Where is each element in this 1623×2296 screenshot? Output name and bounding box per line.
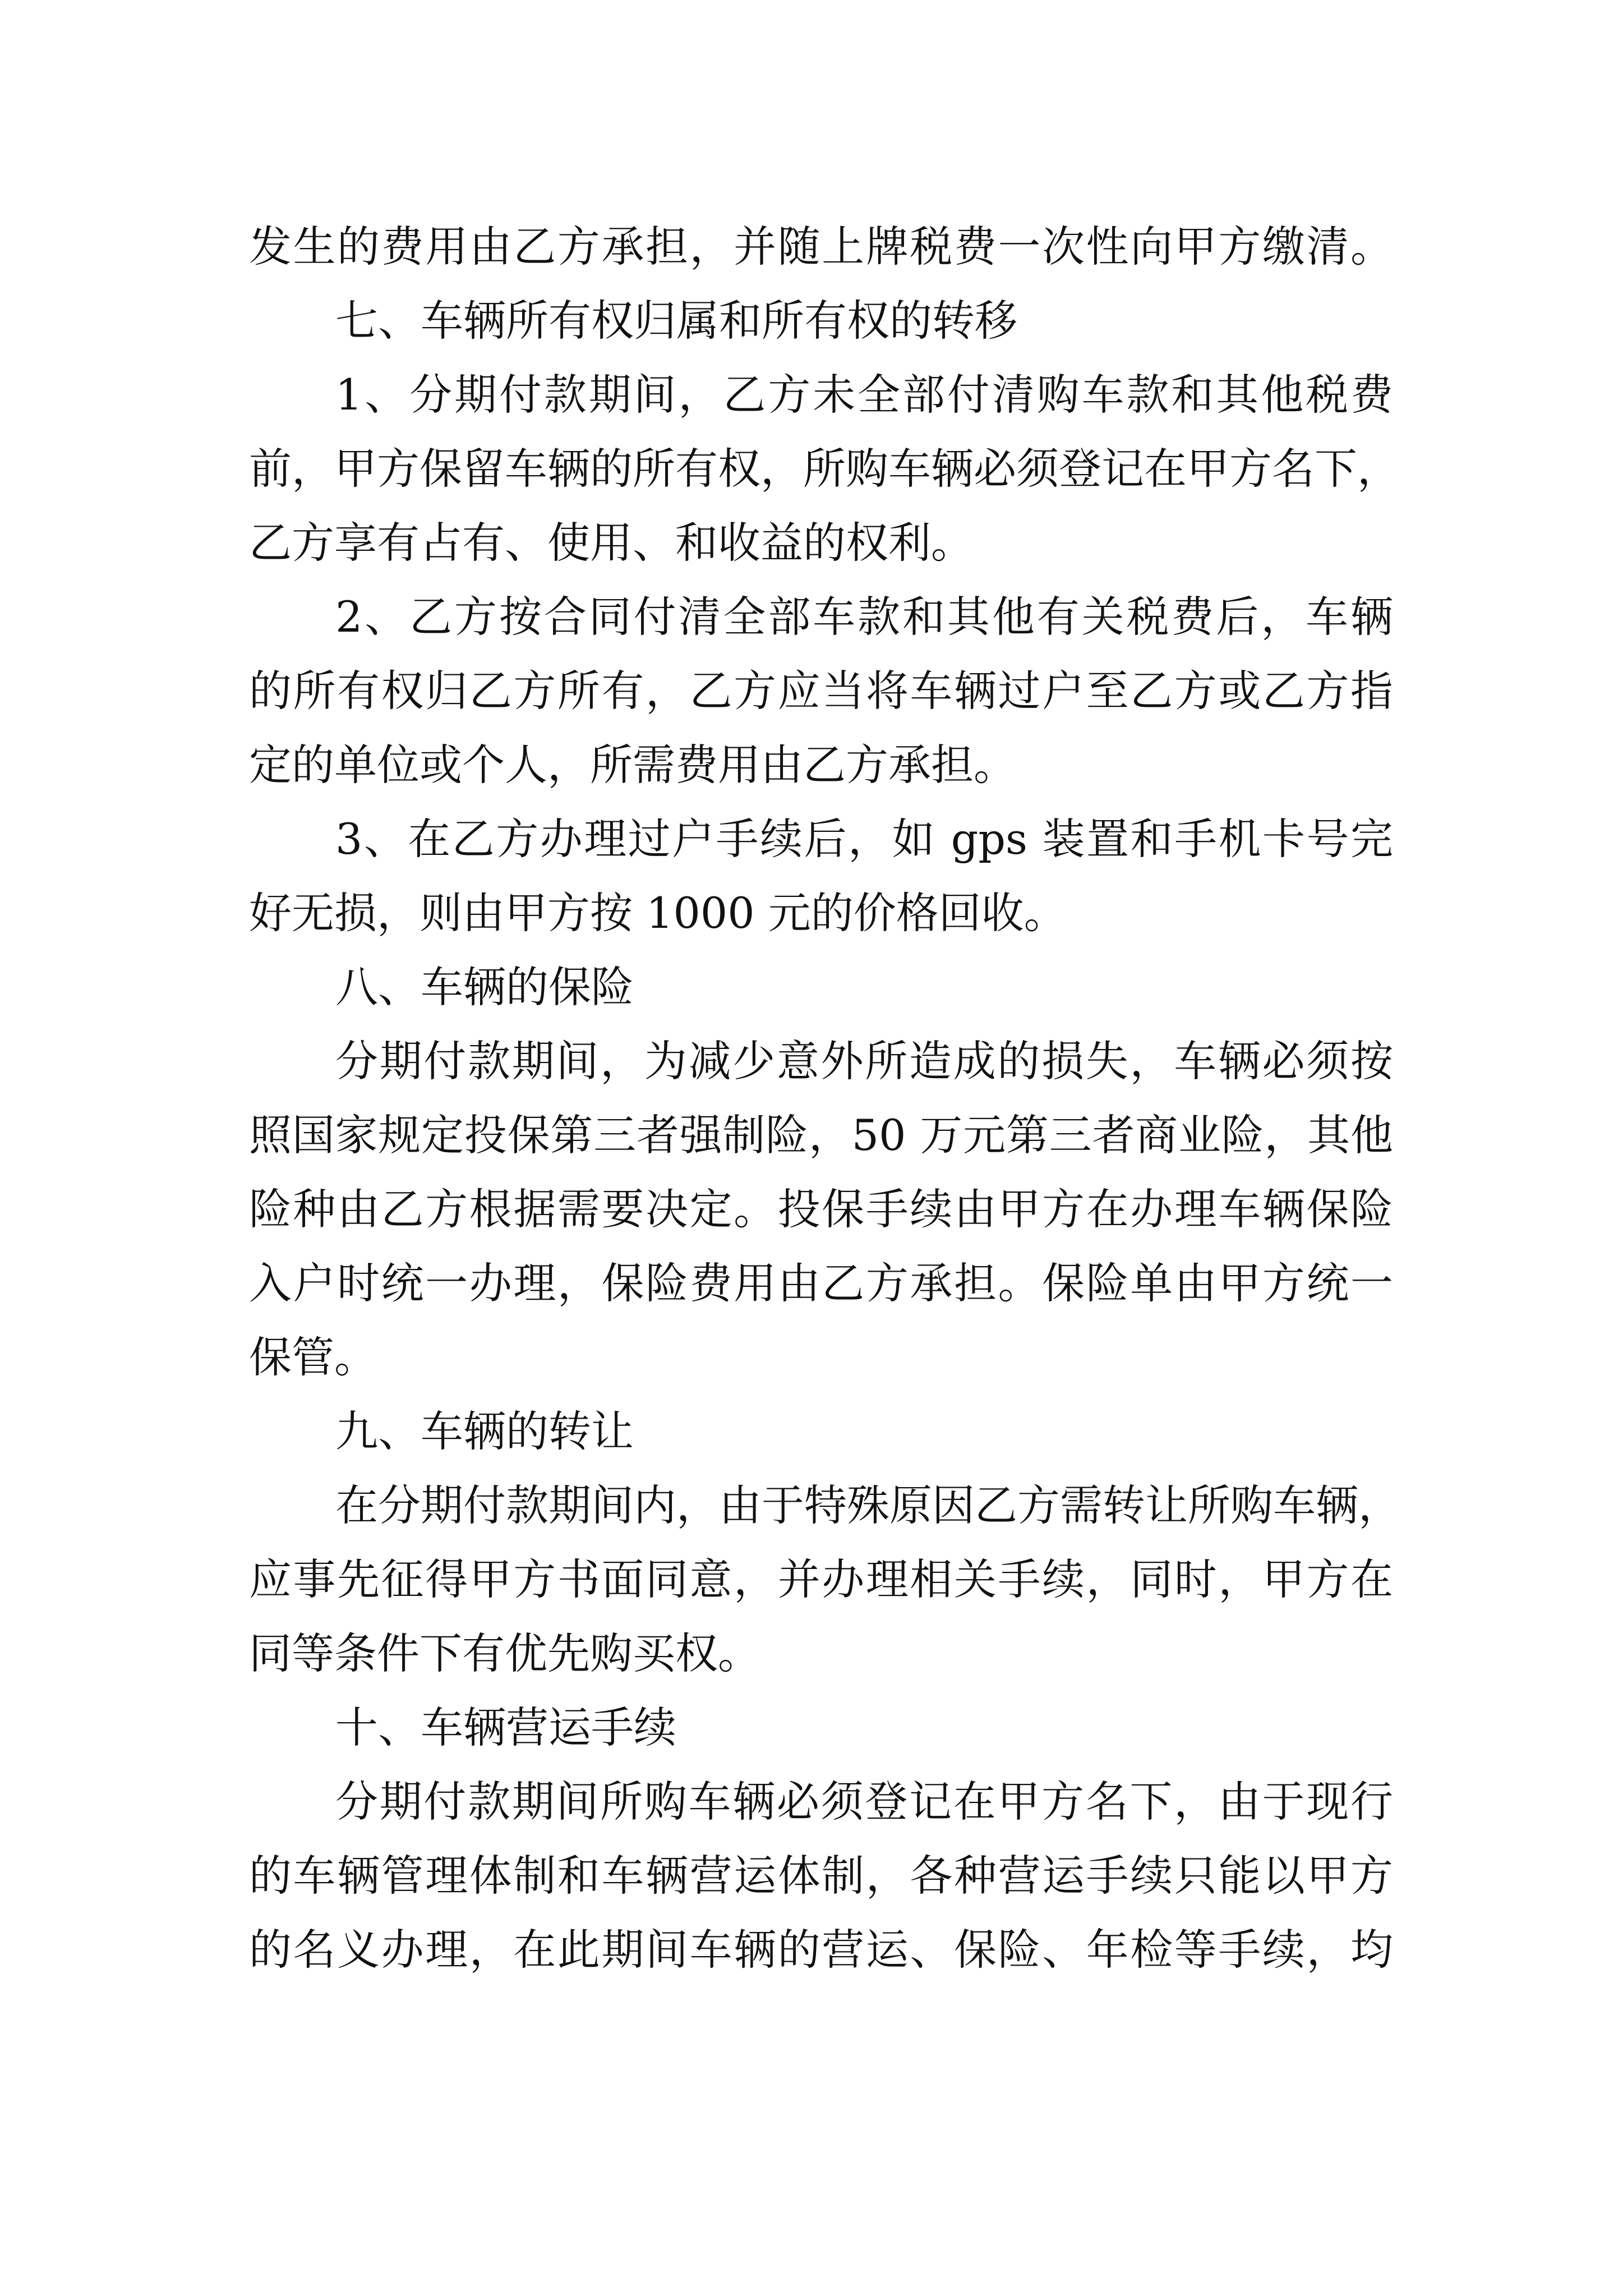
text-line: 前，甲方保留车辆的所有权，所购车辆必须登记在甲方名下， xyxy=(249,444,1400,494)
text-line: 好无损，则由甲方按 1000 元的价格回收。 xyxy=(249,888,1067,938)
section-heading: 十、车辆营运手续 xyxy=(335,1703,676,1752)
text-line: 入户时统一办理，保险费用由乙方承担。保险单由甲方统一 xyxy=(249,1258,1393,1308)
text-line: 在分期付款期间内，由于特殊原因乙方需转让所购车辆， xyxy=(335,1480,1401,1530)
section-heading: 七、车辆所有权归属和所有权的转移 xyxy=(335,296,1017,346)
text-line: 定的单位或个人，所需费用由乙方承担。 xyxy=(249,740,1016,790)
text-line: 同等条件下有优先购买权。 xyxy=(249,1628,760,1678)
text-line: 的名义办理，在此期间车辆的营运、保险、年检等手续，均 xyxy=(249,1925,1393,1975)
section-heading: 八、车辆的保险 xyxy=(335,962,634,1012)
text-line: 险种由乙方根据需要决定。投保手续由甲方在办理车辆保险 xyxy=(249,1184,1393,1234)
text-line: 分期付款期间所购车辆必须登记在甲方名下，由于现行 xyxy=(335,1777,1393,1826)
text-line: 发生的费用由乙方承担，并随上牌税费一次性向甲方缴清。 xyxy=(249,222,1393,272)
text-line: 保管。 xyxy=(249,1332,377,1382)
text-line: 乙方享有占有、使用、和收益的权利。 xyxy=(249,518,974,568)
text-line: 的所有权归乙方所有，乙方应当将车辆过户至乙方或乙方指 xyxy=(249,666,1393,716)
text-line: 应事先征得甲方书面同意，并办理相关手续，同时，甲方在 xyxy=(249,1554,1393,1604)
text-line: 分期付款期间，为减少意外所造成的损失，车辆必须按 xyxy=(335,1036,1393,1086)
text-line: 的车辆管理体制和车辆营运体制，各种营运手续只能以甲方 xyxy=(249,1851,1393,1901)
text-line: 2、乙方按合同付清全部车款和其他有关税费后，车辆 xyxy=(335,592,1393,642)
text-line: 照国家规定投保第三者强制险，50 万元第三者商业险，其他 xyxy=(249,1110,1393,1160)
section-heading: 九、车辆的转让 xyxy=(335,1406,634,1456)
text-line: 1、分期付款期间，乙方未全部付清购车款和其他税费 xyxy=(335,370,1393,420)
text-line: 3、在乙方办理过户手续后，如 gps 装置和手机卡号完 xyxy=(335,814,1393,864)
